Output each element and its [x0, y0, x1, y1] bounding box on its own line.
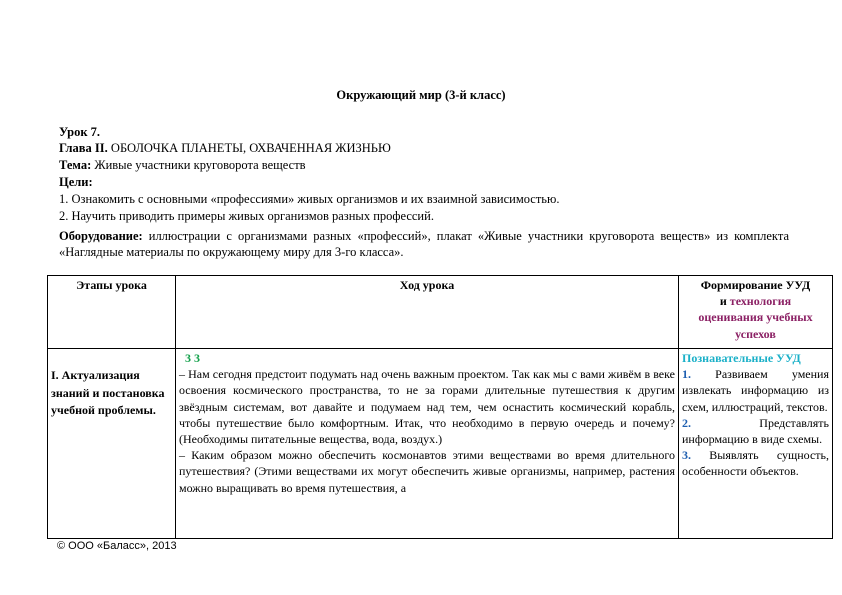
course-paragraph: – Каким образом можно обеспечить космонавтов этими веществами во время длительного путешествия? (Этими веществами их могут обеспечить живые организмы, например, растения можно выращивать во время путешествия, а [179, 448, 675, 495]
table-row [48, 349, 833, 539]
chapter-label: Глава II. [59, 141, 108, 155]
marker: 3 3 [185, 351, 200, 365]
goals-label: Цели: [59, 175, 93, 189]
header-formation-4: оценивания учебных [698, 310, 813, 325]
goal-item: 2. Научить приводить примеры живых организмов разных профессий. [59, 209, 434, 223]
header-formation [679, 276, 833, 349]
uud-text: Выявлять сущность, особенности объектов. [682, 448, 829, 479]
uud-text: Развиваем умения извлекать информацию из схем, иллюстраций, текстов. [682, 367, 829, 414]
topic-label: Тема: [59, 158, 92, 172]
uud-item [682, 415, 829, 447]
copyright-footer: © ООО «Баласс», 2013 [57, 540, 177, 552]
document-title: Окружающий мир (3-й класс) [336, 88, 506, 102]
lesson-number: Урок 7. [59, 125, 101, 139]
uud-item [682, 366, 829, 415]
course-paragraph: – Нам сегодня предстоит подумать над очень важным проектом. Так как мы с вами живём в веке освоения космического пространства, то не за горами длительные путешествия к другим звёздным системам, вот давайте и подумаем над тем, чем оснастить космический корабль, чтобы путешествие было комфортным. Итак, что необходимо в первую очередь и почему? (Необходимы питательные вещества, вода, воздух.) [179, 367, 675, 447]
header-formation-3: технология [729, 294, 792, 309]
header-formation-1: Формирование УУД [700, 278, 811, 292]
uud-num: 1. [682, 367, 691, 382]
topic-line [59, 157, 789, 174]
uud-text: Представлять информацию в виде схемы. [682, 415, 829, 447]
table-header-row [48, 276, 833, 349]
uud-cell [679, 349, 833, 539]
stage-cell: I. Актуализация знаний и постановка учебной проблемы. [48, 349, 176, 539]
uud-num: 3. [682, 448, 691, 463]
uud-num: 2. [682, 415, 691, 430]
uud-item [682, 447, 829, 479]
chapter-text: ОБОЛОЧКА ПЛАНЕТЫ, ОХВАЧЕННАЯ ЖИЗНЬЮ [110, 141, 391, 155]
header-formation-5: успехов [735, 326, 776, 341]
course-cell [176, 349, 679, 539]
header-formation-2: и [719, 294, 727, 309]
equipment-label: Оборудование: [59, 229, 143, 243]
chapter-line [59, 140, 789, 157]
topic-text: Живые участники круговорота веществ [94, 158, 306, 172]
lesson-table [47, 275, 833, 539]
uud-title: Познавательные УУД [682, 351, 801, 365]
header-stages: Этапы урока [48, 276, 176, 349]
equipment-line [59, 228, 789, 260]
equipment-text: иллюстрации с организмами разных «профессий», плакат «Живые участники круговорота веществ» из комплекта «Наглядные материалы по окружающему миру для 3-го класса». [59, 229, 789, 259]
header-course: Ход урока [176, 276, 679, 349]
goal-item: 1. Ознакомить с основными «профессиями» живых организмов и их взаимной зависимостью. [59, 192, 560, 206]
